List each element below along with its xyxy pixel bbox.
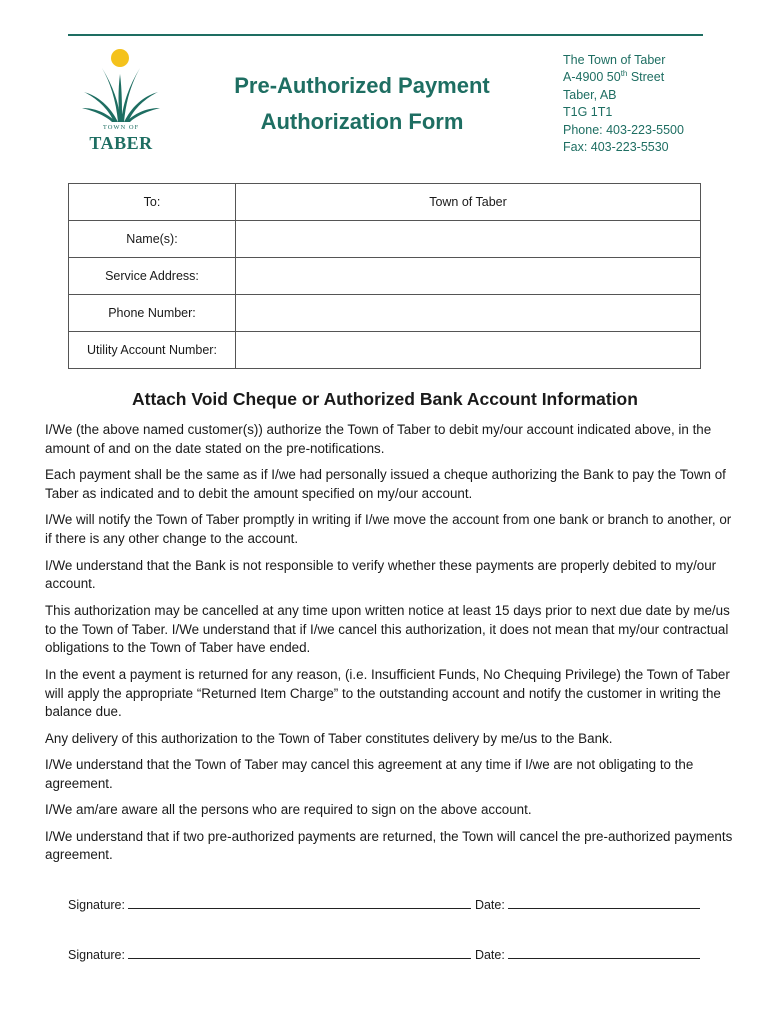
signature-row-2: [68, 947, 700, 962]
authorization-terms: [45, 421, 735, 873]
paragraph: I/We understand that the Bank is not responsible to verify whether these payments are properly debited to my/our account.: [45, 557, 717, 592]
address-fax: Fax: 403-223-5530: [563, 140, 669, 155]
logo-taber-text: TABER: [89, 133, 153, 153]
date-label: Date:: [474, 898, 505, 912]
table-row: [69, 221, 701, 258]
street-suffix: Street: [627, 70, 665, 85]
section-heading: Attach Void Cheque or Authorized Bank Account Information: [132, 389, 638, 409]
signature-label: Signature:: [68, 948, 125, 962]
title-line-1: Pre-Authorized Payment: [234, 73, 490, 98]
town-logo: [80, 48, 162, 156]
paragraph: I/We (the above named customer(s)) authorize the Town of Taber to debit my/our account indicated above, in the amount of and on the date stated on the pre-notifications.: [45, 422, 712, 456]
date-line-1[interactable]: [508, 897, 700, 909]
date-label: Date:: [474, 948, 505, 962]
signature-line-1[interactable]: [128, 897, 471, 909]
field-value-names[interactable]: [236, 221, 701, 258]
field-label-names: Name(s):: [69, 221, 236, 258]
signature-label: Signature:: [68, 898, 125, 912]
paragraph: I/We am/are aware all the persons who are required to sign on the above account.: [45, 802, 532, 818]
field-value-phone[interactable]: [236, 295, 701, 332]
date-line-2[interactable]: [508, 947, 700, 959]
paragraph: Each payment shall be the same as if I/we had personally issued a cheque authorizing the Bank to pay the Town of Taber as indicated and to debit the amount specified on my/our account.: [45, 467, 726, 501]
page-title: [224, 68, 500, 140]
field-value-service-address[interactable]: [236, 258, 701, 295]
street-prefix: A-4900 50: [563, 70, 621, 85]
title-line-2: Authorization Form: [260, 109, 464, 134]
wheat-sun-icon: [80, 48, 162, 124]
paragraph: Any delivery of this authorization to the Town of Taber constitutes delivery by me/us to the Bank.: [45, 730, 613, 746]
paragraph: In the event a payment is returned for any reason, (i.e. Insufficient Funds, No Chequing Privilege) the Town of Taber will apply the appropriate “Returned Item Charge” to the outstanding account and notify the customer in writing the balance due.: [45, 666, 730, 720]
address-postal: T1G 1T1: [563, 105, 613, 120]
header-rule: [68, 34, 703, 36]
address-phone: Phone: 403-223-5500: [563, 122, 684, 137]
logo-town-text: TOWN OF: [102, 124, 140, 131]
paragraph: I/We understand that the Town of Taber may cancel this agreement at any time if I/we are not obligating to the agreement.: [45, 757, 694, 791]
table-row: [69, 332, 701, 369]
street-sup: th: [620, 69, 628, 79]
field-label-account-number: Utility Account Number:: [69, 332, 236, 369]
field-label-service-address: Service Address:: [69, 258, 236, 295]
field-value-account-number[interactable]: [236, 332, 701, 369]
signature-line-2[interactable]: [128, 947, 471, 959]
field-value-to[interactable]: Town of Taber: [236, 184, 701, 221]
table-row: [69, 184, 701, 221]
address-street: [563, 69, 684, 86]
paragraph: This authorization may be cancelled at any time upon written notice at least 15 days prior to next due date by me/us to the Town of Taber. I/We understand that if I/we cancel this authorization, it does not mean that my/our contractual obligations to the Town of Taber have ended.: [45, 602, 730, 656]
table-row: [69, 258, 701, 295]
field-label-to: To:: [69, 184, 236, 221]
table-row: [69, 295, 701, 332]
signature-row-1: [68, 897, 700, 912]
address-org: The Town of Taber: [563, 53, 666, 67]
address-city: Taber, AB: [563, 87, 617, 102]
paragraph: I/We understand that if two pre-authorized payments are returned, the Town will cancel the pre-authorized payments agreement.: [45, 828, 733, 863]
customer-info-table: [68, 183, 701, 369]
town-address: [563, 52, 684, 156]
paragraph: I/We will notify the Town of Taber promptly in writing if I/we move the account from one bank or branch to another, or if there is any other change to the account.: [45, 512, 732, 547]
field-label-phone: Phone Number:: [69, 295, 236, 332]
